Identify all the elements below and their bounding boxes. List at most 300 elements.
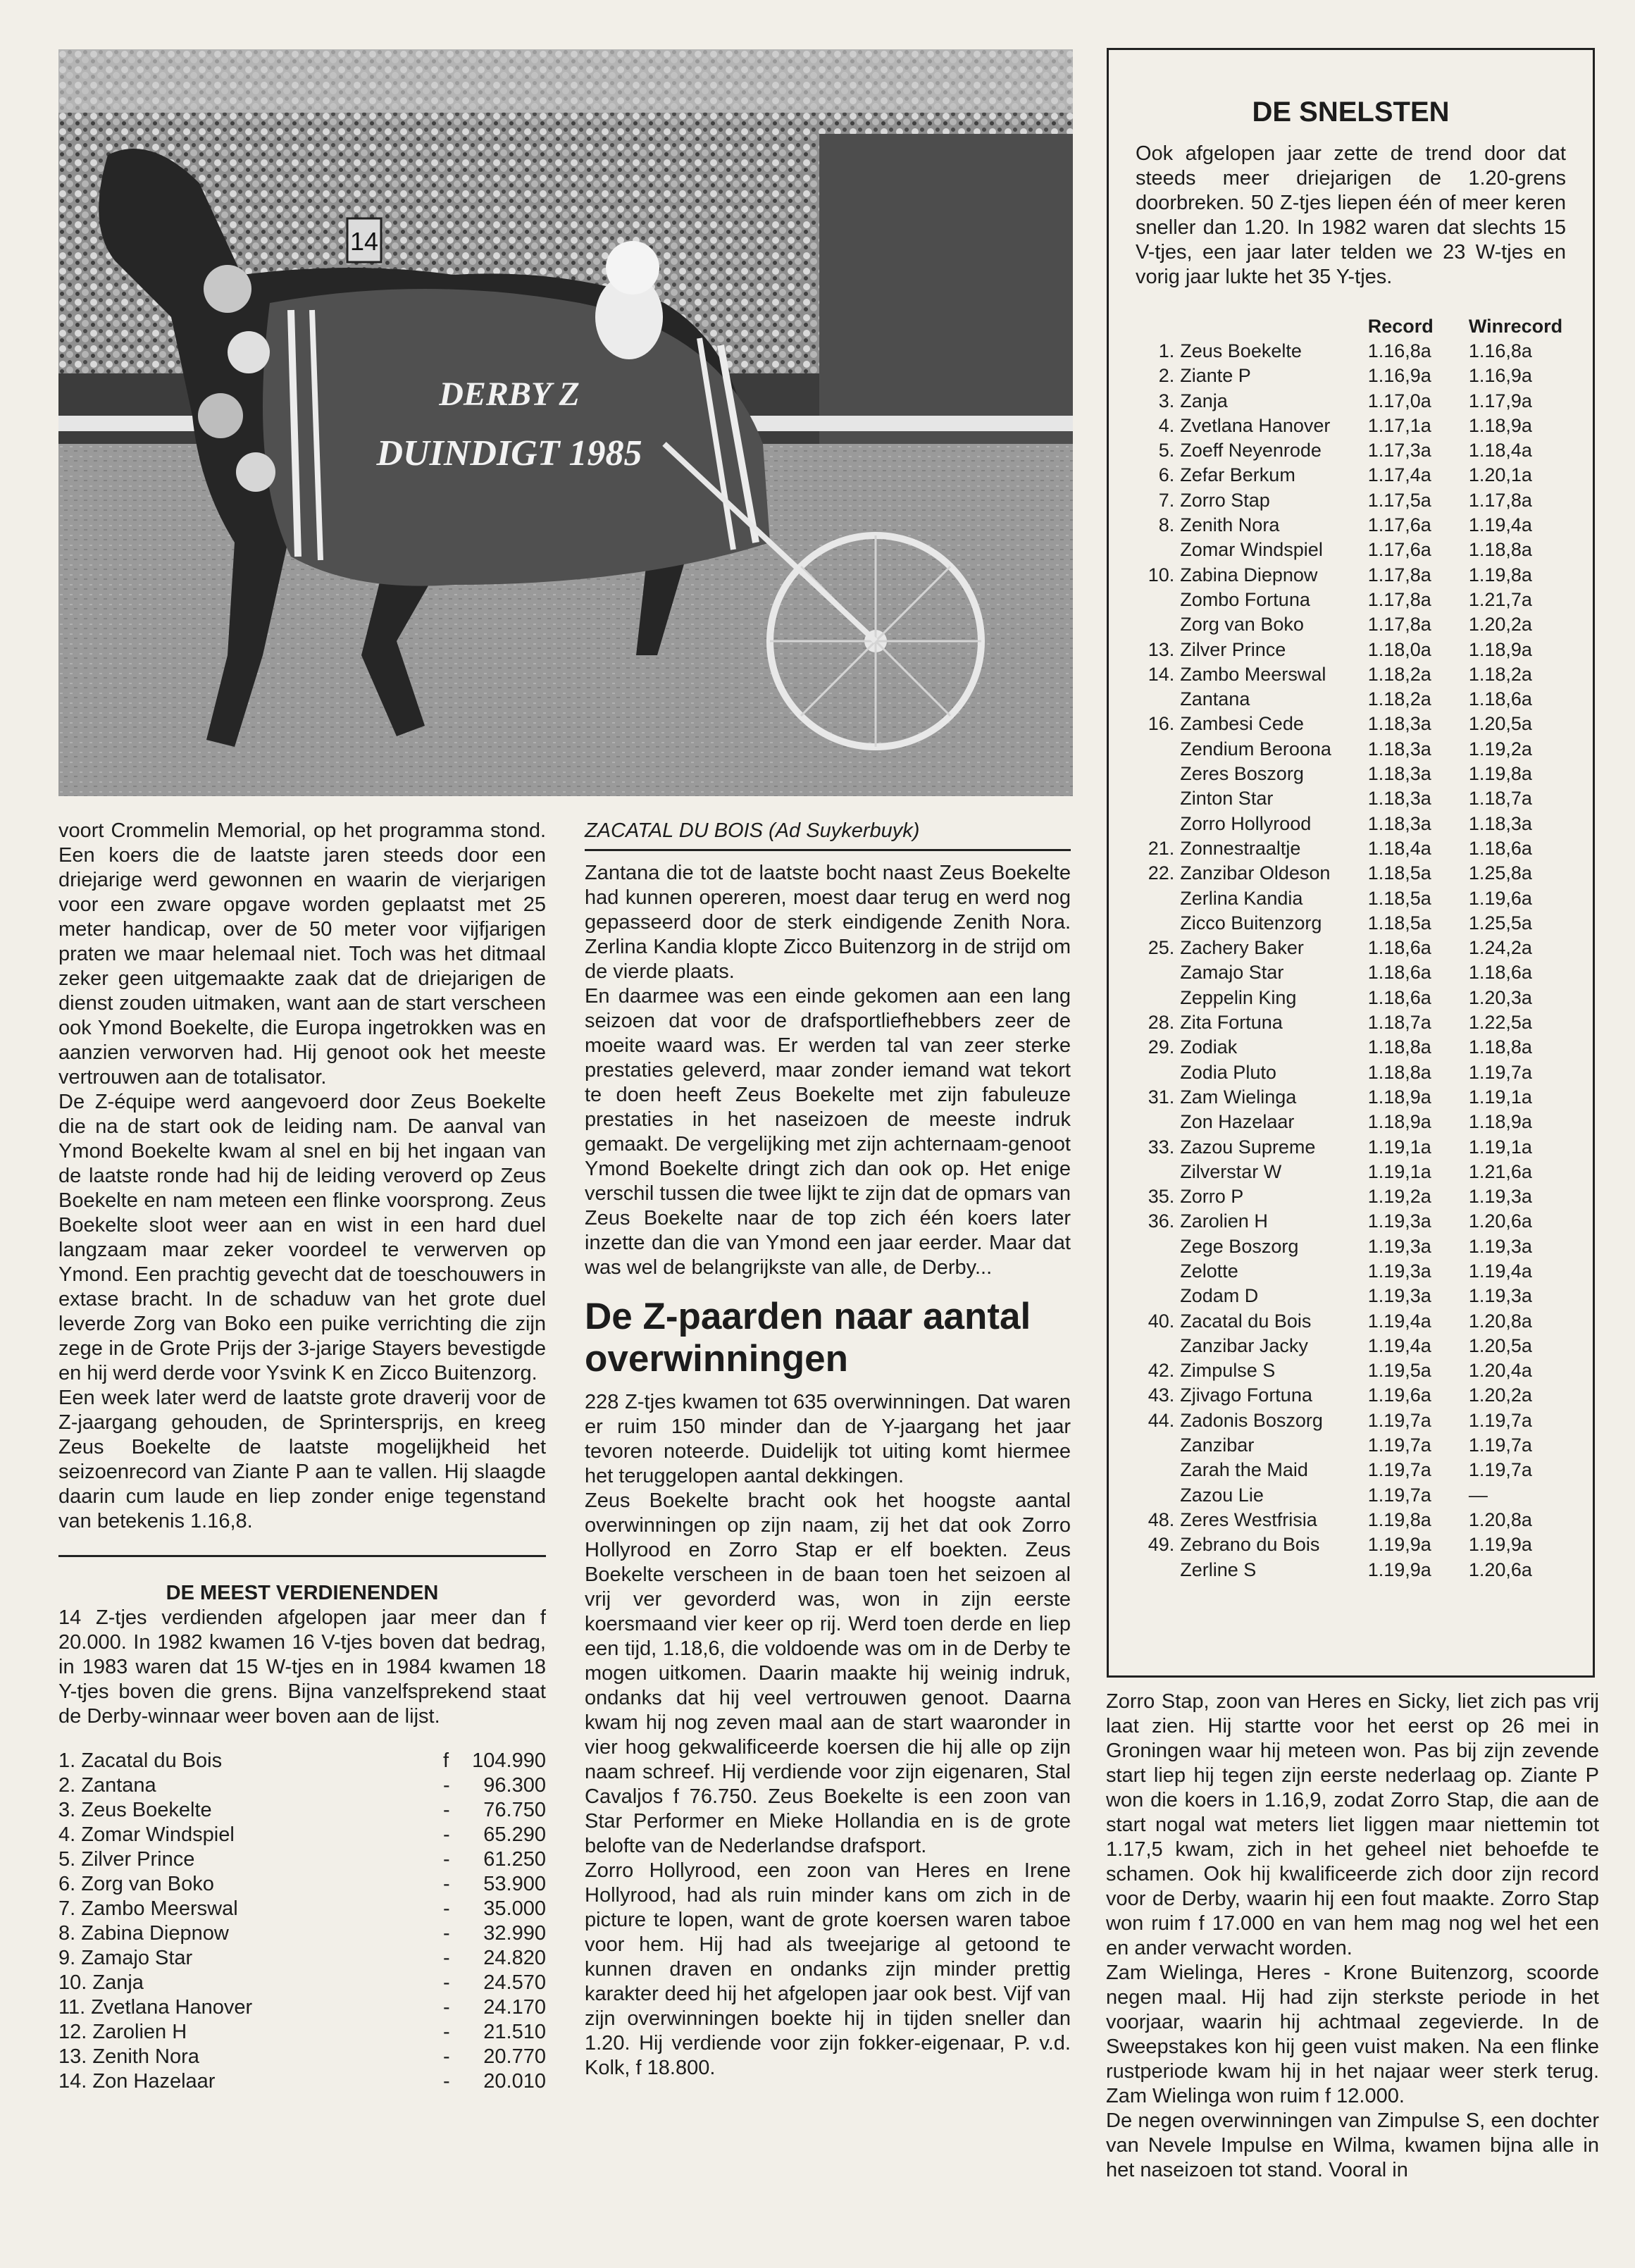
winrecord-cell: 1.18,6a bbox=[1468, 837, 1532, 859]
rank-cell: 48. bbox=[1148, 1508, 1175, 1530]
winrecord-cell: 1.22,5a bbox=[1468, 1012, 1532, 1034]
rank-cell: 14. bbox=[1148, 663, 1175, 685]
name-cell: Zachery Baker bbox=[1180, 937, 1304, 959]
record-cell: 1.16,8a bbox=[1367, 340, 1431, 361]
name-cell: Zendium Beroona bbox=[1180, 738, 1331, 760]
earner-name: 1. Zacatal du Bois bbox=[58, 1749, 223, 1772]
earner-amount: 35.000 bbox=[483, 1897, 546, 1920]
name-cell: Zicco Buitenzorg bbox=[1180, 912, 1322, 934]
winrecord-cell: 1.18,6a bbox=[1468, 688, 1532, 710]
table-row bbox=[1136, 1259, 1566, 1284]
name-cell: Zazou Lie bbox=[1180, 1484, 1264, 1506]
table-row bbox=[1136, 812, 1566, 836]
rank-cell bbox=[1136, 1160, 1180, 1184]
name-cell: Zanzibar bbox=[1180, 1434, 1255, 1456]
name-cell: Zerlina Kandia bbox=[1180, 887, 1303, 909]
winrecord-cell: 1.18,7a bbox=[1468, 788, 1532, 810]
winrecord-cell: 1.18,3a bbox=[1468, 812, 1532, 834]
rank-cell bbox=[1136, 1259, 1180, 1284]
earner-amount: 24.820 bbox=[483, 1947, 546, 1969]
earner-name: 7. Zambo Meerswal bbox=[58, 1897, 238, 1920]
record-cell: 1.18,3a bbox=[1367, 812, 1431, 834]
winrecord-cell: 1.19,1a bbox=[1468, 1086, 1532, 1108]
rank-cell: 44. bbox=[1148, 1409, 1175, 1431]
earner-amount: 32.990 bbox=[483, 1922, 546, 1945]
earner-prefix: - bbox=[443, 1823, 450, 1846]
record-cell: 1.19,1a bbox=[1367, 1160, 1431, 1182]
name-cell: Zoeff Neyenrode bbox=[1180, 440, 1322, 461]
column-right bbox=[1106, 1690, 1599, 2183]
name-cell: Zonnestraaltje bbox=[1180, 837, 1301, 859]
earner-amount: 24.570 bbox=[483, 1971, 546, 1994]
name-cell: Zilver Prince bbox=[1180, 638, 1286, 660]
earner-row bbox=[58, 1823, 546, 1847]
winrecord-cell: 1.19,2a bbox=[1468, 738, 1532, 760]
article-paragraph: voort Crommelin Memorial, op het programma stond. Een koers die de laatste jaren steeds door een driejarige werd gewonnen en waarin de vierjarigen voor een zware opgave worden geplaatst met 25 meter handicap, over de 50 meter voor vijfjarigen praten we maar helemaal niet. Toch was het ditmaal zeker geen uitgemaakte zaak dat de driejarigen de dienst zouden uitmaken, want aan de start verscheen ook Ymond Boekelte, die Europa ingetrokken was en aanzien verworven had. Hij genoot ook het meeste vertrouwen aan de totalisator. bbox=[58, 819, 546, 1089]
earner-row bbox=[58, 1995, 546, 2020]
winrecord-cell: 1.20,1a bbox=[1468, 464, 1532, 486]
table-row bbox=[1136, 588, 1566, 612]
record-cell: 1.18,2a bbox=[1367, 663, 1431, 685]
name-cell: Zenith Nora bbox=[1180, 514, 1280, 536]
rank-cell bbox=[1136, 812, 1180, 836]
name-cell: Zacatal du Bois bbox=[1180, 1310, 1312, 1332]
rank-cell bbox=[1136, 1234, 1180, 1259]
table-row bbox=[1136, 1309, 1566, 1334]
earner-name: 4. Zomar Windspiel bbox=[58, 1823, 235, 1846]
winrecord-cell: 1.20,2a bbox=[1468, 614, 1532, 636]
record-cell: 1.16,9a bbox=[1367, 365, 1431, 387]
article-paragraph: En daarmee was een einde gekomen aan een lang seizoen dat voor de drafsportliefhebbers zeer de moeite waard was. Er werden tal van zeer sterke prestaties geleverd, maar zonder iemand wat tekort te doen heeft Zeus Boekelte met zijn fabuleuze prestaties in het naseizoen de meeste indruk gemaakt. De vergelijking met zijn achternaam-genoot Ymond Boekelte dringt zich dan ook op. Het enige verschil tussen die twee lijkt te zijn dat de opmars van Zeus Boekelte naar de top zich één koers later inzette dan die van Ymond een jaar eerder. Maar dat was wel de belangrijkste van alle, de Derby... bbox=[585, 985, 1071, 1279]
record-cell: 1.18,5a bbox=[1367, 912, 1431, 934]
name-cell: Zabina Diepnow bbox=[1180, 564, 1318, 585]
rank-cell: 35. bbox=[1148, 1186, 1175, 1208]
rank-cell bbox=[1136, 886, 1180, 911]
winrecord-cell: 1.19,8a bbox=[1468, 763, 1532, 785]
name-cell: Zjivago Fortuna bbox=[1180, 1384, 1312, 1406]
earner-name: 5. Zilver Prince bbox=[58, 1848, 195, 1871]
section-divider bbox=[58, 1555, 546, 1557]
name-cell: Zerline S bbox=[1180, 1559, 1257, 1580]
record-cell: 1.18,3a bbox=[1367, 788, 1431, 810]
table-row bbox=[1136, 1209, 1566, 1234]
record-cell: 1.19,1a bbox=[1367, 1136, 1431, 1158]
earners-list bbox=[58, 1749, 546, 2094]
name-cell: Zefar Berkum bbox=[1180, 464, 1295, 486]
winrecord-cell: 1.20,2a bbox=[1468, 1384, 1532, 1406]
earner-prefix: - bbox=[443, 1799, 450, 1821]
rank-cell: 31. bbox=[1148, 1086, 1175, 1108]
rank-cell: 10. bbox=[1148, 564, 1175, 585]
earner-prefix: - bbox=[443, 1873, 450, 1895]
table-row bbox=[1136, 389, 1566, 414]
winrecord-cell: 1.19,3a bbox=[1468, 1235, 1532, 1257]
earner-prefix: - bbox=[443, 1971, 450, 1994]
record-cell: 1.17,4a bbox=[1367, 464, 1431, 486]
table-row bbox=[1136, 339, 1566, 364]
winrecord-cell: 1.19,3a bbox=[1468, 1285, 1532, 1307]
name-cell: Ziante P bbox=[1180, 365, 1251, 387]
table-row bbox=[1136, 612, 1566, 637]
table-row bbox=[1136, 1135, 1566, 1160]
earner-amount: 96.300 bbox=[483, 1774, 546, 1797]
rank-cell: 22. bbox=[1148, 862, 1175, 884]
winrecord-cell: 1.18,8a bbox=[1468, 539, 1532, 561]
table-row bbox=[1136, 712, 1566, 736]
earner-row bbox=[58, 1897, 546, 1921]
name-cell: Zita Fortuna bbox=[1180, 1012, 1283, 1034]
table-row bbox=[1136, 1433, 1566, 1458]
earner-prefix: - bbox=[443, 1947, 450, 1969]
record-cell: 1.19,3a bbox=[1367, 1210, 1431, 1232]
name-cell: Zeres Westfrisia bbox=[1180, 1508, 1317, 1530]
earner-row bbox=[58, 1872, 546, 1897]
table-row bbox=[1136, 786, 1566, 811]
record-cell: 1.19,7a bbox=[1367, 1484, 1431, 1506]
record-cell: 1.18,2a bbox=[1367, 688, 1431, 710]
race-photo bbox=[58, 49, 1073, 796]
winrecord-cell: 1.18,9a bbox=[1468, 638, 1532, 660]
table-row bbox=[1136, 1558, 1566, 1582]
record-cell: 1.18,8a bbox=[1367, 1036, 1431, 1058]
rank-cell bbox=[1136, 737, 1180, 762]
article-paragraph: 228 Z-tjes kwamen tot 635 overwinningen. Dat waren er ruim 150 minder dan de Y-jaargang het jaar tevoren noteerde. Duidelijk tot uiting komt hiermee het teruggelopen aantal dekkingen. bbox=[585, 1391, 1071, 1487]
earner-amount: 65.290 bbox=[483, 1823, 546, 1846]
rank-cell: 3. bbox=[1158, 390, 1175, 411]
record-cell: 1.18,5a bbox=[1367, 887, 1431, 909]
rank-cell bbox=[1136, 960, 1180, 985]
table-row bbox=[1136, 737, 1566, 762]
winrecord-cell: 1.19,1a bbox=[1468, 1136, 1532, 1158]
article-paragraph: Een week later werd de laatste grote draverij voor de Z-jaargang gehouden, de Sprintersprijs, en kreeg Zeus Boekelte de laatste mogelijkheid het seizoenrecord van Ziante P aan te vallen. Hij slaagde daarin cum laude en liep zonder enige tegenstand van betekenis 1.16,8. bbox=[58, 1387, 546, 1532]
winrecord-cell: 1.19,7a bbox=[1468, 1409, 1532, 1431]
record-cell: 1.17,8a bbox=[1367, 564, 1431, 585]
blanket-line-2: DUINDIGT 1985 bbox=[376, 433, 642, 473]
table-row bbox=[1136, 911, 1566, 936]
earner-prefix: - bbox=[443, 1897, 450, 1920]
winrecord-cell: 1.20,4a bbox=[1468, 1360, 1532, 1382]
article-paragraph: Zorro Hollyrood, een zoon van Heres en Irene Hollyrood, had als ruin minder kans om zich in de picture te lopen, want de grote koersen waren taboe voor hem. Hij had als tweejarige al getoond te kunnen draven en ondanks zijn minder prettig karakter deed hij het afgelopen jaar ook best. Vijf van zijn overwinningen boekte hij in tijden sneller dan 1.20. Hij verdiende voor zijn fokker-eigenaar, P. v.d. Kolk, f 18.800. bbox=[585, 1859, 1071, 2079]
name-cell: Zomar Windspiel bbox=[1180, 539, 1323, 561]
table-row bbox=[1136, 1408, 1566, 1433]
name-cell: Zanzibar Oldeson bbox=[1180, 862, 1331, 884]
record-cell: 1.19,9a bbox=[1367, 1559, 1431, 1580]
rank-cell: 6. bbox=[1158, 464, 1175, 486]
winrecord-cell: 1.19,8a bbox=[1468, 564, 1532, 585]
earner-prefix: - bbox=[443, 1996, 450, 2019]
record-cell: 1.18,9a bbox=[1367, 1086, 1431, 1108]
winrecord-cell: 1.20,6a bbox=[1468, 1559, 1532, 1580]
record-cell: 1.19,7a bbox=[1367, 1459, 1431, 1481]
record-cell: 1.19,6a bbox=[1367, 1384, 1431, 1406]
article-paragraph: Zeus Boekelte bracht ook het hoogste aantal overwinningen op zijn naam, zij het dat ook Zorro Hollyrood en Zorro Stap er elf boekten. Zeus Boekelte verscheen in de baan toen het seizoen al vrij ver gevorderd was, won in zijn eerste koersmaand vier keer op rij. Werd toen derde en liep een tijd, 1.18,6, die voldoende was om in de Derby te mogen uitkomen. Daarin maakte hij weinig indruk, ondanks dat hij veel vertrouwen genoot. Daarna kwam hij nog zeven maal aan de start waaronder in vier hoog gekwalificeerde koersen die hij alle op zijn naam schreef. Hij verdiende voor zijn eigenaren, Stal Cavaljos f 76.750. Zeus Boekelte is een zoon van Star Performer en Mieke Hollandia en is de grote belofte van de Nederlandse drafsport. bbox=[585, 1489, 1071, 1857]
record-cell: 1.17,6a bbox=[1367, 514, 1431, 536]
record-cell: 1.19,3a bbox=[1367, 1235, 1431, 1257]
earner-row bbox=[58, 1847, 546, 1872]
article-paragraph: Zorro Stap, zoon van Heres en Sicky, liet zich pas vrij laat zien. Hij startte voor het eerst op 26 mei in Groningen waar hij meteen won. Pas bij zijn zevende start liep hij tegen zijn eerste nederlaag op. Ziante P won die koers in 1.16,9, zodat Zorro Stap, die aan de start nogal wat meters liet liggen maar niettemin tot 1.17,5 kwam, zich in het geheel niet behoefde te schamen. Ook hij kwalificeerde zich door zijn record voor de Derby, waarin hij een fout maakte. Zorro Stap won ruim f 17.000 en van hem mag nog wel het een en ander verwacht worden. bbox=[1106, 1690, 1599, 1959]
earners-intro: 14 Z-tjes verdienden afgelopen jaar meer dan f 20.000. In 1982 kwamen 16 V-tjes boven dat bedrag, in 1983 waren dat 15 W-tjes en in 1984 kwamen 18 Y-tjes boven die grens. Bijna vanzelfsprekend staat de Derby-winnaar weer boven aan de lijst. bbox=[58, 1606, 546, 1728]
earner-name: 2. Zantana bbox=[58, 1774, 156, 1797]
name-cell: Zambo Meerswal bbox=[1180, 663, 1326, 685]
winrecord-cell: 1.17,8a bbox=[1468, 489, 1532, 511]
rank-cell: 33. bbox=[1148, 1136, 1175, 1158]
record-cell: 1.19,5a bbox=[1367, 1360, 1431, 1382]
name-cell: Zambesi Cede bbox=[1180, 713, 1304, 735]
earner-name: 8. Zabina Diepnow bbox=[58, 1922, 229, 1945]
name-cell: Zodia Pluto bbox=[1180, 1061, 1276, 1083]
rank-cell bbox=[1136, 1334, 1180, 1358]
table-row bbox=[1136, 1234, 1566, 1259]
earners-title: DE MEEST VERDIENENDEN bbox=[166, 1582, 439, 1604]
table-row bbox=[1136, 1184, 1566, 1209]
winrecord-cell: 1.18,2a bbox=[1468, 663, 1532, 685]
table-row bbox=[1136, 1110, 1566, 1134]
article-paragraph: De Z-équipe werd aangevoerd door Zeus Boekelte die na de start ook de leiding nam. De aanval van Ymond Boekelte kwam al snel en bij het ingaan van de laatste ronde had hij de leiding veroverd op Zeus Boekelte en nam meteen een flinke voorsprong. Zeus Boekelte sloot weer aan en wist in een hard duel langzaam maar zeker voordeel te verwerven op Ymond. Een prachtig gevecht dat de toeschouwers in extase bracht. In de schaduw van het grote duel leverde Zorg van Boko een puike verrichting die zijn zege in de Grote Prijs der 3-jarige Stayers bevestigde en hij werd derde voor Ysvink K en Zicco Buitenzorg. bbox=[58, 1091, 546, 1384]
rank-cell: 7. bbox=[1158, 489, 1175, 511]
winrecord-cell: — bbox=[1468, 1484, 1488, 1506]
snelsten-intro: Ook afgelopen jaar zette de trend door dat steeds meer driejarigen de 1.20-grens doorbreken. 50 Z-tjes liepen één of meer keren sneller dan 1.20. In 1982 waren dat slechts 15 V-tjes, een jaar later telden we 23 W-tjes en vorig jaar lukte het 35 Y-tjes. bbox=[1136, 142, 1566, 288]
rank-cell: 1. bbox=[1158, 340, 1175, 361]
winrecord-cell: 1.19,6a bbox=[1468, 887, 1532, 909]
winrecord-cell: 1.18,4a bbox=[1468, 440, 1532, 461]
rank-cell bbox=[1136, 1110, 1180, 1134]
winrecord-cell: 1.20,8a bbox=[1468, 1508, 1532, 1530]
record-cell: 1.19,2a bbox=[1367, 1186, 1431, 1208]
winrecord-cell: 1.18,8a bbox=[1468, 1036, 1532, 1058]
name-cell: Zimpulse S bbox=[1180, 1360, 1276, 1382]
winrecord-cell: 1.20,8a bbox=[1468, 1310, 1532, 1332]
earner-row bbox=[58, 1946, 546, 1971]
winrecord-cell: 1.18,6a bbox=[1468, 962, 1532, 984]
table-row bbox=[1136, 886, 1566, 911]
rank-cell bbox=[1136, 1558, 1180, 1582]
earner-amount: 61.250 bbox=[483, 1848, 546, 1871]
name-cell: Zilverstar W bbox=[1180, 1160, 1282, 1182]
winrecord-cell: 1.19,4a bbox=[1468, 514, 1532, 536]
rank-cell: 21. bbox=[1148, 837, 1175, 859]
rank-cell bbox=[1136, 1060, 1180, 1085]
table-row bbox=[1136, 1160, 1566, 1184]
winrecord-cell: 1.25,8a bbox=[1468, 862, 1532, 884]
blanket-line-1: DERBY Z bbox=[439, 376, 580, 413]
record-cell: 1.18,7a bbox=[1367, 1012, 1431, 1034]
table-row bbox=[1136, 1483, 1566, 1508]
winrecord-cell: 1.24,2a bbox=[1468, 937, 1532, 959]
table-row bbox=[1136, 463, 1566, 488]
rank-cell: 16. bbox=[1148, 713, 1175, 735]
snelsten-box bbox=[1107, 48, 1595, 1678]
winrecord-cell: 1.19,7a bbox=[1468, 1434, 1532, 1456]
rank-cell: 2. bbox=[1158, 365, 1175, 387]
rank-cell bbox=[1136, 1433, 1180, 1458]
rank-cell: 25. bbox=[1148, 937, 1175, 959]
record-cell: 1.19,4a bbox=[1367, 1334, 1431, 1356]
name-cell: Zorro Hollyrood bbox=[1180, 812, 1312, 834]
name-cell: Zarah the Maid bbox=[1180, 1459, 1308, 1481]
record-cell: 1.19,4a bbox=[1367, 1310, 1431, 1332]
record-cell: 1.19,9a bbox=[1367, 1534, 1431, 1556]
name-cell: Zamajo Star bbox=[1180, 962, 1284, 984]
table-row bbox=[1136, 1085, 1566, 1110]
record-cell: 1.18,9a bbox=[1367, 1111, 1431, 1133]
name-cell: Zinton Star bbox=[1180, 788, 1274, 810]
earner-amount: 20.010 bbox=[483, 2070, 546, 2093]
rank-cell: 8. bbox=[1158, 514, 1175, 536]
table-row bbox=[1136, 960, 1566, 985]
earner-name: 9. Zamajo Star bbox=[58, 1947, 193, 1969]
name-cell: Zeres Boszorg bbox=[1180, 763, 1304, 785]
name-cell: Zeus Boekelte bbox=[1180, 340, 1302, 361]
rank-cell: 42. bbox=[1148, 1360, 1175, 1382]
winrecord-cell: 1.19,9a bbox=[1468, 1534, 1532, 1556]
earner-prefix: - bbox=[443, 1848, 450, 1871]
table-row bbox=[1136, 1060, 1566, 1085]
record-cell: 1.19,3a bbox=[1367, 1285, 1431, 1307]
table-row bbox=[1136, 762, 1566, 786]
winrecord-cell: 1.20,3a bbox=[1468, 986, 1532, 1008]
rank-cell: 4. bbox=[1158, 414, 1175, 436]
record-cell: 1.18,6a bbox=[1367, 986, 1431, 1008]
record-cell: 1.18,3a bbox=[1367, 738, 1431, 760]
name-cell: Zanja bbox=[1180, 390, 1228, 411]
rank-cell: 28. bbox=[1148, 1012, 1175, 1034]
table-row bbox=[1136, 364, 1566, 388]
record-cell: 1.18,5a bbox=[1367, 862, 1431, 884]
table-row bbox=[1136, 1334, 1566, 1358]
caption-divider bbox=[585, 849, 1071, 851]
earner-row bbox=[58, 2069, 546, 2094]
record-cell: 1.19,7a bbox=[1367, 1434, 1431, 1456]
rank-cell bbox=[1136, 687, 1180, 712]
table-row bbox=[1136, 488, 1566, 513]
name-cell: Zorro P bbox=[1180, 1186, 1244, 1208]
rank-cell bbox=[1136, 986, 1180, 1010]
winrecord-cell: 1.19,7a bbox=[1468, 1459, 1532, 1481]
record-cell: 1.17,8a bbox=[1367, 588, 1431, 610]
earner-prefix: - bbox=[443, 1922, 450, 1945]
name-cell: Zarolien H bbox=[1180, 1210, 1268, 1232]
earner-amount: 24.170 bbox=[483, 1996, 546, 2019]
earner-name: 14. Zon Hazelaar bbox=[58, 2070, 216, 2093]
column-middle bbox=[585, 819, 1071, 2081]
rank-cell: 40. bbox=[1148, 1310, 1175, 1332]
earner-name: 11. Zvetlana Hanover bbox=[58, 1996, 253, 2019]
record-cell: 1.19,8a bbox=[1367, 1508, 1431, 1530]
winrecord-cell: 1.18,9a bbox=[1468, 414, 1532, 436]
name-cell: Zam Wielinga bbox=[1180, 1086, 1297, 1108]
earner-prefix: - bbox=[443, 2021, 450, 2043]
rank-cell: 49. bbox=[1148, 1534, 1175, 1556]
table-row bbox=[1136, 513, 1566, 538]
winrecord-cell: 1.20,5a bbox=[1468, 713, 1532, 735]
earner-row bbox=[58, 2045, 546, 2069]
record-cell: 1.17,8a bbox=[1367, 614, 1431, 636]
record-cell: 1.18,8a bbox=[1367, 1061, 1431, 1083]
table-row bbox=[1136, 1284, 1566, 1308]
article-paragraph: De negen overwinningen van Zimpulse S, een dochter van Nevele Impulse en Wilma, kwamen bijna alle in het naseizoen tot stand. Vooral in bbox=[1106, 2109, 1599, 2181]
table-row bbox=[1136, 1035, 1566, 1060]
name-cell: Zon Hazelaar bbox=[1180, 1111, 1295, 1133]
winrecord-cell: 1.21,6a bbox=[1468, 1160, 1532, 1182]
rank-cell: 36. bbox=[1148, 1210, 1175, 1232]
record-cell: 1.17,5a bbox=[1367, 489, 1431, 511]
table-row bbox=[1136, 1532, 1566, 1557]
winrecord-cell: 1.21,7a bbox=[1468, 588, 1532, 610]
name-cell: Zantana bbox=[1180, 688, 1250, 710]
table-row bbox=[1136, 1458, 1566, 1482]
name-cell: Zege Boszorg bbox=[1180, 1235, 1299, 1257]
rank-cell bbox=[1136, 786, 1180, 811]
rank-cell: 5. bbox=[1158, 440, 1175, 461]
rank-cell bbox=[1136, 612, 1180, 637]
earner-row bbox=[58, 1798, 546, 1823]
rank-cell bbox=[1136, 1483, 1180, 1508]
earner-row bbox=[58, 2020, 546, 2045]
table-row bbox=[1136, 936, 1566, 960]
rank-cell bbox=[1136, 762, 1180, 786]
section-heading: De Z-paarden naar aantal overwinningen bbox=[585, 1296, 1031, 1380]
rank-cell: 13. bbox=[1148, 638, 1175, 660]
earner-row bbox=[58, 1749, 546, 1773]
winrecord-cell: 1.19,3a bbox=[1468, 1186, 1532, 1208]
table-row bbox=[1136, 1358, 1566, 1383]
table-row bbox=[1136, 687, 1566, 712]
earner-row bbox=[58, 1773, 546, 1798]
earner-amount: 76.750 bbox=[483, 1799, 546, 1821]
name-cell: Zodiak bbox=[1180, 1036, 1238, 1058]
record-cell: 1.17,6a bbox=[1367, 539, 1431, 561]
winrecord-cell: 1.18,9a bbox=[1468, 1111, 1532, 1133]
table-row bbox=[1136, 438, 1566, 463]
name-cell: Zazou Supreme bbox=[1180, 1136, 1316, 1158]
earner-name: 6. Zorg van Boko bbox=[58, 1873, 214, 1895]
snelsten-title: DE SNELSTEN bbox=[1252, 97, 1450, 128]
record-cell: 1.17,0a bbox=[1367, 390, 1431, 411]
column-left bbox=[58, 819, 546, 2094]
table-row bbox=[1136, 986, 1566, 1010]
record-cell: 1.17,3a bbox=[1367, 440, 1431, 461]
article-paragraph: Zantana die tot de laatste bocht naast Zeus Boekelte had kunnen opereren, moest daar terug en werd nog gepasseerd door de sterk eindigende Zenith Nora. Zerlina Kandia klopte Zicco Buitenzorg in de strijd om de vierde plaats. bbox=[585, 862, 1071, 983]
earner-name: 10. Zanja bbox=[58, 1971, 144, 1994]
name-cell: Zadonis Boszorg bbox=[1180, 1409, 1323, 1431]
earner-prefix: - bbox=[443, 1774, 450, 1797]
rank-cell bbox=[1136, 1458, 1180, 1482]
column-header-record: Record bbox=[1367, 316, 1434, 337]
table-row bbox=[1136, 414, 1566, 438]
table-row bbox=[1136, 662, 1566, 687]
record-cell: 1.18,6a bbox=[1367, 962, 1431, 984]
name-cell: Zelotte bbox=[1180, 1260, 1238, 1282]
winrecord-cell: 1.19,4a bbox=[1468, 1260, 1532, 1282]
winrecord-cell: 1.20,5a bbox=[1468, 1334, 1532, 1356]
earner-prefix: - bbox=[443, 2070, 450, 2093]
name-cell: Zvetlana Hanover bbox=[1180, 414, 1331, 436]
record-cell: 1.19,7a bbox=[1367, 1409, 1431, 1431]
snelsten-table-header bbox=[1136, 314, 1566, 339]
snelsten-table bbox=[1136, 339, 1566, 1582]
rank-cell bbox=[1136, 538, 1180, 562]
earner-name: 13. Zenith Nora bbox=[58, 2045, 199, 2068]
winrecord-cell: 1.20,6a bbox=[1468, 1210, 1532, 1232]
table-row bbox=[1136, 1010, 1566, 1035]
rank-cell: 29. bbox=[1148, 1036, 1175, 1058]
name-cell: Zorro Stap bbox=[1180, 489, 1270, 511]
rank-cell bbox=[1136, 911, 1180, 936]
winrecord-cell: 1.16,8a bbox=[1468, 340, 1532, 361]
table-row bbox=[1136, 538, 1566, 562]
article-paragraph: Zam Wielinga, Heres - Krone Buitenzorg, scoorde negen maal. Hij had zijn sterkste periode in het voorjaar, waarin hij achtmaal zegevierde. In de Sweepstakes kon hij geen vuist maken. Na een flinke rustperiode kwam hij in het najaar weer sterk terug. Zam Wielinga won ruim f 12.000. bbox=[1106, 1962, 1599, 2107]
table-row bbox=[1136, 861, 1566, 886]
